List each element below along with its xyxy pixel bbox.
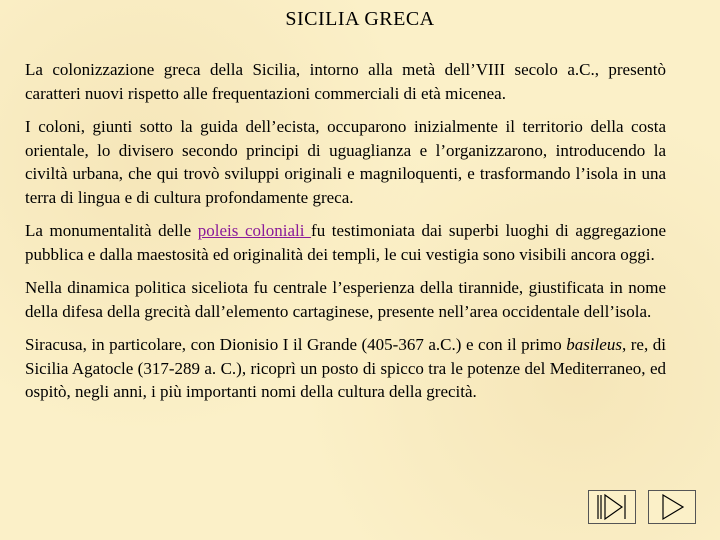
next-slide-icon [649, 491, 695, 523]
poleis-coloniali-link[interactable]: poleis coloniali [197, 221, 312, 240]
basileus-term: basileus [566, 335, 622, 354]
end-slide-icon [589, 491, 635, 523]
page-title: SICILIA GRECA [285, 8, 435, 30]
next-slide-button[interactable] [648, 490, 696, 524]
paragraph-5-end: , re, di Sicilia Agatocle (317-289 a. C.), ricoprì un posto di spicco tra le potenze del Mediterraneo, ed ospitò, negli anni, i più importanti nomi della cultura della grecità. [25, 335, 666, 401]
paragraph-1: La colonizzazione greca della Sicilia, intorno alla metà dell’VIII secolo a.C., presentò caratteri nuovi rispetto alle frequentazioni commerciali di età micenea. [25, 60, 666, 103]
paragraph-3-end: fu testimoniata dai superbi luoghi di aggregazione pubblica e dalla maestosità ed originalità dei templi, le cui vestigia sono visibili ancora oggi. [25, 221, 666, 264]
paragraph-4: Nella dinamica politica siceliota fu centrale l’esperienza della tirannide, giustificata in nome della difesa della grecità dall’elemento cartaginese, presente nell’area occidentale dell’isola. [25, 278, 666, 321]
paragraph-3 [25, 219, 666, 266]
end-slide-button[interactable] [588, 490, 636, 524]
paragraph-5-start: Siracusa, in particolare, con Dionisio I il Grande (405-367 a.C.) e con il primo [25, 335, 567, 354]
main-text [25, 58, 666, 414]
paragraph-5 [25, 333, 666, 404]
paragraph-2: I coloni, giunti sotto la guida dell’ecista, occuparono inizialmente il territorio della costa orientale, lo divisero secondo principi di uguaglianza e l’organizzarono, introducendo la civiltà urbana, che qui trovò sviluppi originali e magniloquenti, e trasformando l’isola in una terra di lingua e di cultura profondamente greca. [25, 117, 666, 207]
paragraph-3-start: La monumentalità delle [25, 221, 198, 240]
